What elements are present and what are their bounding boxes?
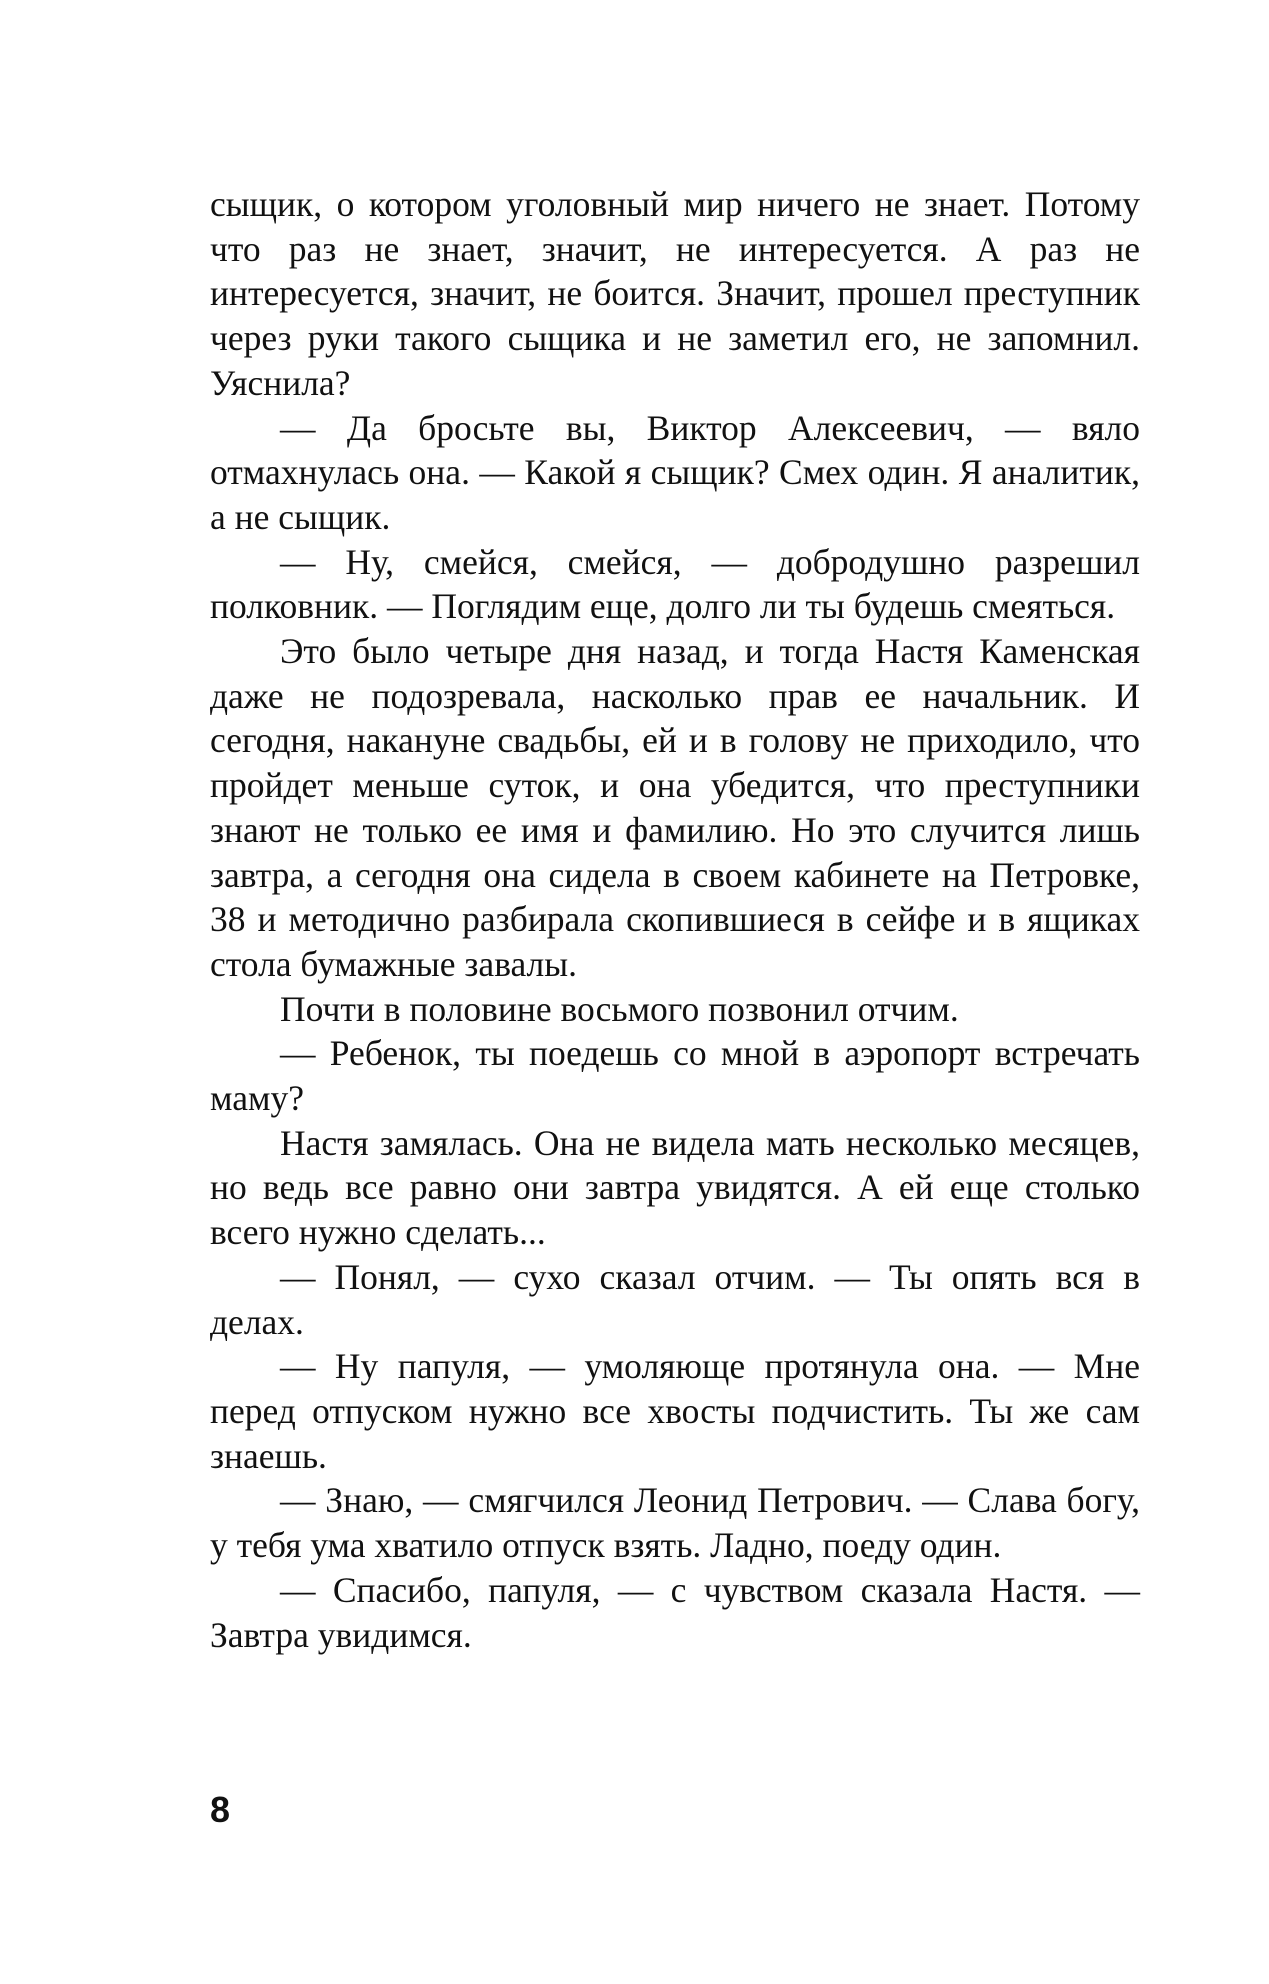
paragraph-dialogue: — Спасибо, папуля, — с чувством сказала Настя. — Завтра увидимся. <box>210 1569 1140 1655</box>
paragraph-narration: Это было четыре дня назад, и тогда Настя Каменская даже не подозревала, насколько прав ее начальник. И сегодня, накануне свадьбы, ей и в голову не приходило, что пройдет меньше суток, и она убедится, что преступники знают не только ее имя и фамилию. Но это случится лишь завтра, а сегодня она сидела в своем кабинете на Петровке, 38 и методично разбирала скопившиеся в сейфе и в ящиках стола бумажные завалы. <box>210 631 1140 984</box>
body-text <box>210 182 1140 1657</box>
paragraph-narration: Почти в половине восьмого позвонил отчим. <box>280 988 959 1029</box>
paragraph-narration: Настя замялась. Она не видела мать несколько месяцев, но ведь все равно они завтра увидятся. А ей еще столько всего нужно сделать... <box>210 1122 1140 1253</box>
paragraph-dialogue: — Да бросьте вы, Виктор Алексеевич, — вяло отмахнулась она. — Какой я сыщик? Смех один. Я аналитик, а не сыщик. <box>210 407 1140 537</box>
page-number: 8 <box>210 1789 231 1830</box>
paragraph-continuation: сыщик, о котором уголовный мир ничего не знает. Потому что раз не знает, значит, не интересуется. А раз не интересуется, значит, не боится. Значит, прошел преступник через руки такого сыщика и не заметил его, не запомнил. Уяснила? <box>210 184 1140 403</box>
paragraph-dialogue: — Ну папуля, — умоляюще протянула она. — Мне перед отпуском нужно все хвосты подчистить. Ты же сам знаешь. <box>210 1346 1140 1476</box>
paragraph-dialogue: — Ребенок, ты поедешь со мной в аэропорт встречать маму? <box>210 1033 1140 1119</box>
paragraph-dialogue: — Знаю, — смягчился Леонид Петрович. — Слава богу, у тебя ума хватило отпуск взять. Ладно, поеду один. <box>210 1480 1140 1566</box>
paragraph-dialogue: — Понял, — сухо сказал отчим. — Ты опять вся в делах. <box>210 1256 1140 1342</box>
paragraph-dialogue: — Ну, смейся, смейся, — добродушно разрешил полковник. — Поглядим еще, долго ли ты будешь смеяться. <box>210 541 1140 627</box>
